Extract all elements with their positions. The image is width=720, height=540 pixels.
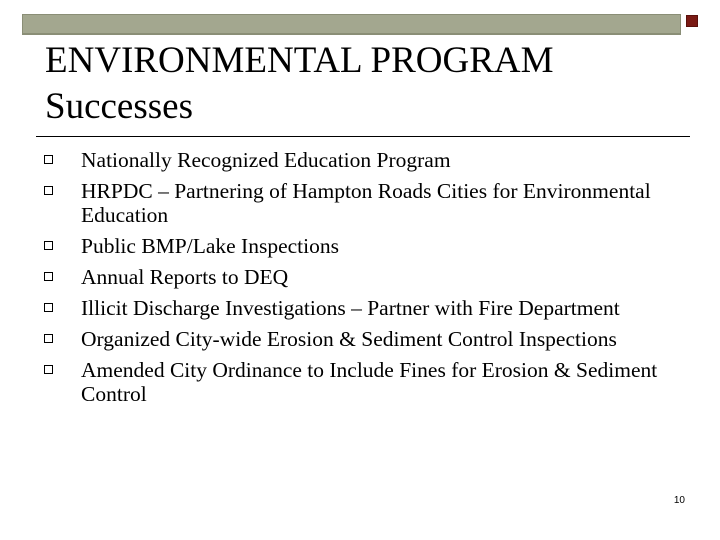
- bullet-text: Nationally Recognized Education Program: [81, 148, 451, 172]
- square-bullet-icon: [44, 186, 53, 195]
- bullet-text: Amended City Ordinance to Include Fines for Erosion & Sediment Control: [81, 358, 658, 406]
- bullet-text: Public BMP/Lake Inspections: [81, 234, 339, 258]
- corner-square: [686, 15, 698, 27]
- header-accent-bar: [22, 14, 681, 34]
- bullet-text: HRPDC – Partnering of Hampton Roads Cities for Environmental Education: [81, 179, 651, 227]
- page-number: 10: [673, 495, 685, 506]
- bullet-item: [44, 358, 684, 406]
- square-bullet-icon: [44, 241, 53, 250]
- square-bullet-icon: [44, 303, 53, 312]
- bullet-item: [44, 327, 684, 351]
- bullet-text: Annual Reports to DEQ: [81, 265, 289, 289]
- bullet-list: [44, 148, 684, 413]
- square-bullet-icon: [44, 365, 53, 374]
- bullet-item: [44, 296, 684, 320]
- title-line-2: Successes: [45, 86, 193, 127]
- bullet-item: [44, 234, 684, 258]
- title-divider: [36, 136, 690, 137]
- bullet-item: [44, 148, 684, 172]
- square-bullet-icon: [44, 272, 53, 281]
- square-bullet-icon: [44, 155, 53, 164]
- title-line-1: ENVIRONMENTAL PROGRAM: [45, 40, 554, 81]
- square-bullet-icon: [44, 334, 53, 343]
- bullet-item: [44, 179, 684, 227]
- header-accent-line: [22, 34, 681, 35]
- bullet-item: [44, 265, 684, 289]
- bullet-text: Organized City-wide Erosion & Sediment Control Inspections: [81, 327, 617, 351]
- bullet-text: Illicit Discharge Investigations – Partner with Fire Department: [81, 296, 620, 320]
- slide-title: [45, 38, 665, 130]
